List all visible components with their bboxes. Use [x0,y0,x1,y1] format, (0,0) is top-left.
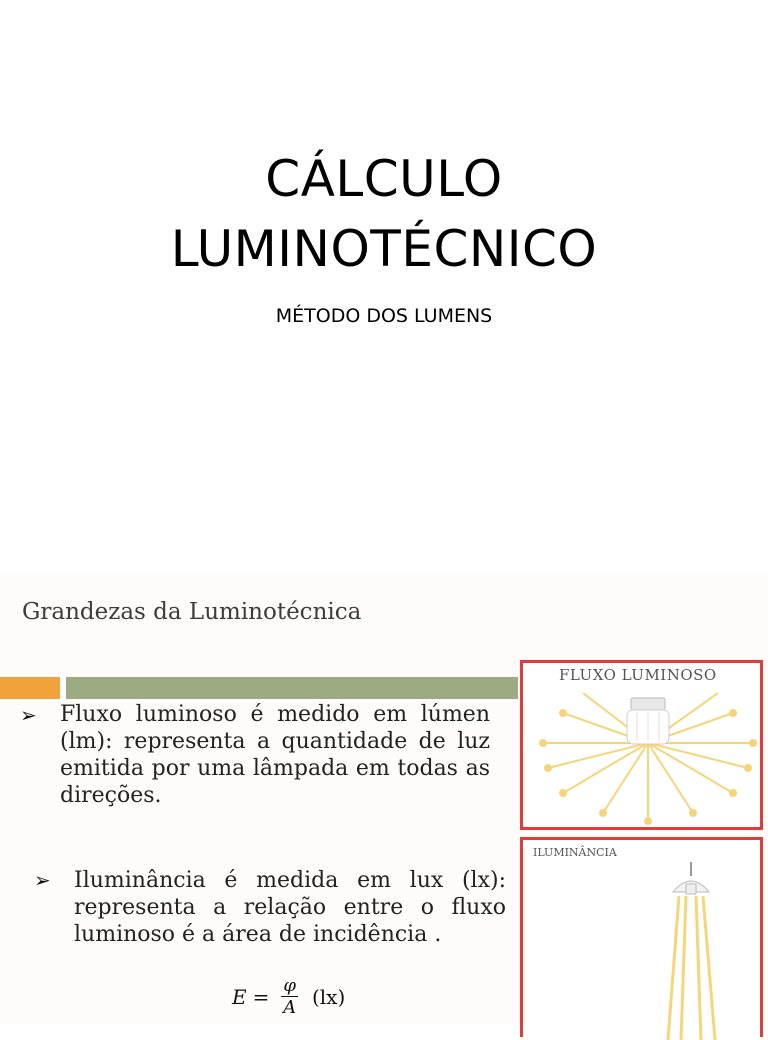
illustration-title: FLUXO LUMINOSO [559,666,717,684]
formula-fraction [281,975,298,1018]
bullet-arrow-icon: ➢ [20,705,37,727]
iluminancia-illustration [520,837,763,1037]
accent-bar-orange [0,677,60,699]
bullet-arrow-icon: ➢ [34,870,51,892]
illustration-title: ILUMINÂNCIA [533,846,617,859]
bullet-fluxo-luminoso: Fluxo luminoso é medido em lúmen (lm): representa a quantidade de luz emitida por uma lâmpada em todas as direções. [60,702,490,808]
title-line-1: CÁLCULO [265,150,503,208]
formula-numerator: φ [283,975,296,996]
accent-bar-green [66,677,518,699]
pendant-lamp-icon [523,840,760,1040]
lamp-icon [523,663,760,827]
embedded-slide [0,575,768,1024]
title-line-2: LUMINOTÉCNICO [170,220,598,278]
formula-unit: (lx) [311,984,346,1009]
formula-equals: = [252,984,270,1009]
bullet-iluminancia: Iluminância é medida em lux (lx): representa a relação entre o fluxo luminoso é a área de incidência . [74,868,506,947]
slide-heading: Grandezas da Luminotécnica [22,599,362,625]
illuminance-formula [232,975,345,1018]
fluxo-luminoso-illustration [520,660,763,830]
formula-denominator: A [283,997,297,1018]
formula-lhs: E [232,984,247,1009]
subtitle: MÉTODO DOS LUMENS [275,305,493,327]
